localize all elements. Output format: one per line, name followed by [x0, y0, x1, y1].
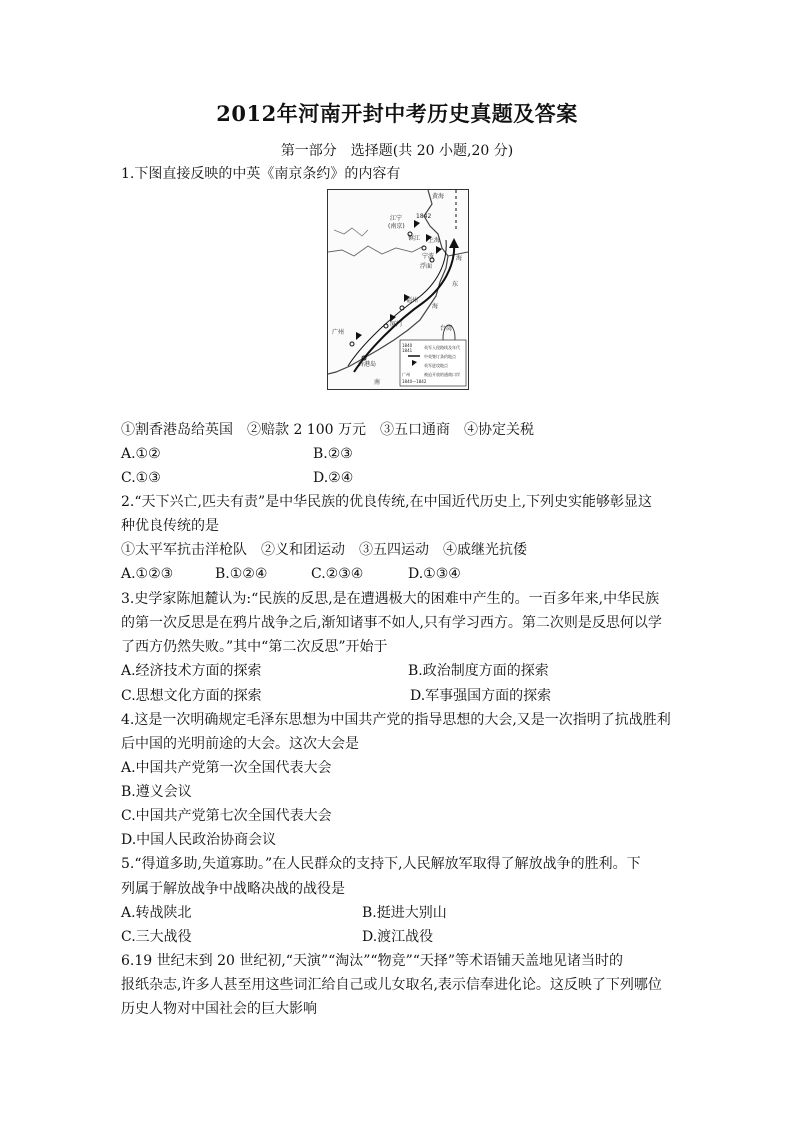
map-label: 厦门 [390, 321, 403, 328]
q2-option-a: A.①②③ [121, 566, 174, 582]
map-label: 宁波 [422, 253, 435, 260]
q1-option-a: A.①② [121, 446, 161, 462]
map-label: 1842 [416, 213, 432, 220]
legend-item: 英军入侵路线及年代 [424, 345, 460, 350]
flag-icon [414, 220, 420, 228]
map-label: 台湾 [440, 325, 453, 332]
legend-item: 广州 [402, 372, 410, 377]
q2-stem-line: 种优良传统的是 [121, 518, 219, 534]
map-label: 黄海 [432, 193, 445, 200]
q4-stem-line: 4.这是一次明确规定毛泽东思想为中国共产党的指导思想的大会,又是一次指明了抗战胜利 [121, 712, 671, 728]
q3-stem-line: 的第一次反思是在鸦片战争之后,渐知诸事不如人,只有学习西方。第二次则是反思何以学 [121, 615, 662, 631]
map-label: 福州 [406, 297, 419, 304]
q5-stem-line: 列属于解放战争中战略决战的战役是 [121, 881, 345, 897]
river-north [334, 228, 368, 236]
map-label: 广州 [332, 329, 345, 336]
q1-stem: 1.下图直接反映的中英《南京条约》的内容有 [121, 166, 401, 182]
flag-icon [436, 246, 442, 254]
map-legend [400, 340, 466, 386]
q4-option-c: C.中国共产党第七次全国代表大会 [121, 808, 332, 824]
q3-option-b: B.政治制度方面的探索 [408, 663, 549, 679]
q6-stem-line: 6.19 世纪末到 20 世纪初,“天演”“淘汰”“物竞”“天择”等术语铺天盖地见诸当时的 [121, 953, 624, 969]
q5-stem-line: 5.“得道多助,失道寡助。”在人民群众的支持下,人民解放军取得了解放战争的胜利。下 [121, 856, 641, 872]
q2-stem-line: 2.“天下兴亡,匹夫有责”是中华民族的优良传统,在中国近代历史上,下列史实能够彰显这 [121, 494, 653, 510]
map-label: (南京) [388, 223, 405, 230]
q1-option-c: C.①③ [121, 470, 161, 486]
port-marker [384, 324, 388, 328]
legend-item: 英军进攻地点 [424, 363, 448, 368]
map-label: 香港岛 [358, 361, 377, 368]
q4-option-d: D.中国人民政治协商会议 [121, 832, 277, 848]
q1-option-b: B.②③ [313, 446, 353, 462]
legend-item: 1841 [402, 348, 413, 353]
legend-item: 被迫开放的通商口岸 [424, 372, 460, 377]
map-figure [327, 189, 469, 390]
port-marker [422, 246, 426, 250]
q6-stem-line: 报纸杂志,许多人甚至用这些词汇给自己或儿女取名,表示信奉进化论。这反映了下列哪位 [121, 977, 662, 993]
map-label: 海 [456, 255, 463, 262]
map-label: 南 [374, 379, 381, 386]
q4-option-b: B.遵义会议 [121, 784, 192, 800]
q5-option-c: C.三大战役 [121, 929, 192, 945]
q5-option-a: A.转战陕北 [121, 905, 192, 921]
port-marker [350, 342, 354, 346]
map-label: 浮面 [420, 263, 433, 270]
q2-statements: ①太平军抗击洋枪队 ②义和团运动 ③五四运动 ④戚继光抗倭 [121, 542, 527, 558]
map-label: 镇江 [408, 235, 421, 242]
q5-option-b: B.挺进大别山 [362, 905, 447, 921]
q4-option-a: A.中国共产党第一次全国代表大会 [121, 760, 332, 776]
map-label: 江宁 [390, 215, 403, 222]
q3-option-a: A.经济技术方面的探索 [121, 663, 262, 679]
q3-option-c: C.思想文化方面的探索 [121, 688, 262, 704]
page-title: 2012年河南开封中考历史真题及答案 [216, 101, 578, 126]
route-arrow-icon [449, 238, 459, 248]
legend-item: 1840—1842 [402, 379, 427, 384]
q4-stem-line: 后中国的光明前途的大会。这次大会是 [121, 736, 359, 752]
legend-item: 1840 [402, 343, 413, 348]
map-label: 海 [432, 303, 439, 310]
section-heading: 第一部分 选择题(共 20 小题,20 分) [280, 143, 514, 159]
river [328, 246, 424, 256]
q3-stem-line: 3.史学家陈旭麓认为:“民族的反思,是在遭遇极大的困难中产生的。一百多年来,中华民族 [121, 591, 660, 607]
legend-item: 中英签订条约地点 [424, 354, 456, 359]
q2-option-c: C.②③④ [311, 566, 364, 582]
q1-statements: ①割香港岛给英国 ②赔款 2 100 万元 ③五口通商 ④协定关税 [121, 422, 534, 438]
q6-stem-line: 历史人物对中国社会的巨大影响 [121, 1001, 317, 1017]
q2-option-d: D.①③④ [408, 566, 461, 582]
map-label: 东 [452, 281, 459, 288]
q3-option-d: D.军事强国方面的探索 [410, 688, 552, 704]
q5-option-d: D.渡江战役 [362, 929, 434, 945]
flag-icon [356, 332, 362, 340]
q1-option-d: D.②④ [313, 470, 354, 486]
q3-stem-line: 了西方仍然失败。”其中“第二次反思”开始于 [121, 639, 388, 655]
map-label: 上海 [428, 237, 441, 244]
q2-option-b: B.①②④ [215, 566, 268, 582]
map-canvas [328, 190, 468, 389]
